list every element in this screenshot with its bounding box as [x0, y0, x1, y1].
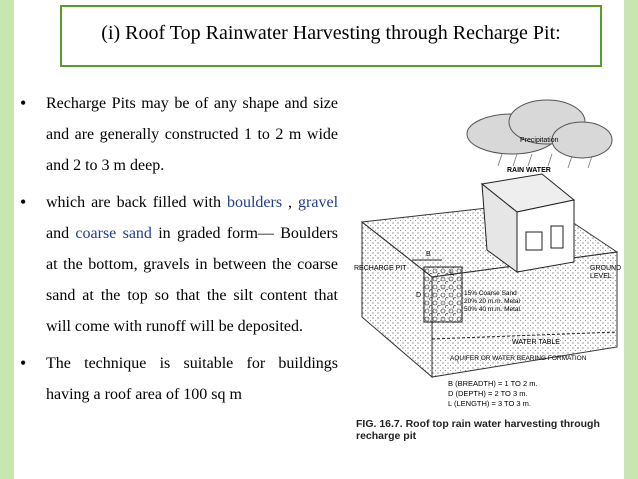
rain-water-label: RAIN WATER — [507, 167, 551, 174]
building-window — [526, 232, 542, 250]
length-label: L — [450, 270, 454, 277]
right-border-decoration — [624, 0, 638, 479]
bullet-item — [20, 348, 338, 410]
layer-label: 50% 40 m.m. Metal — [464, 306, 520, 313]
recharge-pit — [424, 267, 462, 322]
bullet-text — [46, 187, 338, 342]
bullet-item — [20, 88, 338, 181]
ground-label: GROUND — [590, 265, 622, 272]
depth-label: D — [416, 292, 422, 299]
building-window — [551, 226, 563, 248]
water-table-label: WATER TABLE — [512, 339, 560, 346]
bullet-item — [20, 187, 338, 342]
layer-label: 15% Coarse Sand — [464, 290, 517, 297]
layer-label: 20% 20 m.m. Metal — [464, 298, 520, 305]
level-label: LEVEL — [590, 273, 612, 280]
dimension-text: B (BREADTH) = 1 TO 2 m. — [448, 379, 538, 388]
text-segment: , — [282, 194, 299, 211]
breadth-label: B — [426, 251, 431, 258]
gravel-term: gravel — [298, 194, 339, 211]
recharge-pit-label: RECHARGE PIT — [354, 265, 407, 272]
dimension-text: L (LENGTH) = 3 TO 3 m. — [448, 399, 532, 408]
text-segment: in graded form— Boulders at the bottom, gravels in between the coarse sand at the top so that the silt content that will come with runoff will be deposited. — [46, 225, 339, 335]
left-border-decoration — [0, 0, 14, 479]
cloud-icon — [467, 100, 612, 158]
slide-title: (i) Roof Top Rainwater Harvesting through Recharge Pit: — [101, 22, 561, 44]
bullet-dot: • — [20, 353, 27, 373]
title-box — [60, 5, 602, 67]
bullet-dot: • — [20, 192, 27, 212]
recharge-pit-diagram — [352, 92, 624, 442]
precipitation-label: Precipitation — [520, 137, 559, 144]
bullet-dot: • — [20, 93, 27, 113]
text-segment: which are back filled with — [46, 194, 227, 211]
bullet-list — [20, 88, 338, 416]
figure-caption: FIG. 16.7. Roof top rain water harvesting through recharge pit — [356, 418, 600, 442]
aquifer-label: AQUIFER OR WATER BEARING FORMATION — [450, 355, 587, 362]
boulders-term: boulders — [226, 194, 283, 211]
bullet-text: Recharge Pits may be of any shape and size and are generally constructed 1 to 2 m wide and 2 to 3 m deep. — [46, 95, 338, 174]
dimension-text: D (DEPTH) = 2 TO 3 m. — [448, 389, 528, 398]
coarse-sand-term: coarse sand — [75, 225, 152, 242]
text-segment: and — [46, 225, 76, 242]
bullet-text: The technique is suitable for buildings having a roof area of 100 sq m — [46, 355, 338, 403]
